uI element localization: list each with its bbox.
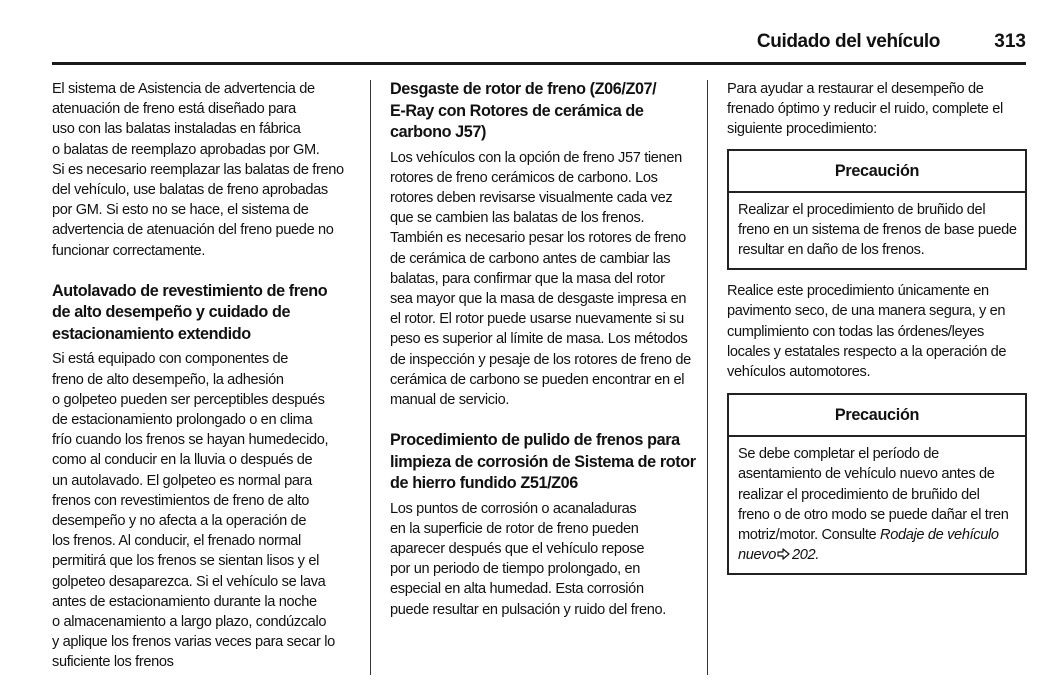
page-reference-arrow-icon <box>777 548 790 560</box>
text-line: manual de servicio. <box>390 391 510 408</box>
text-line: especial en alta humedad. Esta corrosión <box>390 581 644 598</box>
text-line: puede resultar en pulsación y ruido del freno. <box>390 601 666 618</box>
text-line: Si es necesario reemplazar las balatas de freno <box>52 161 344 178</box>
text-line: un autolavado. El golpeteo es normal para <box>52 472 312 489</box>
column-1 <box>52 79 362 673</box>
text-line: por GM. Si esto no se hace, el sistema de <box>52 202 309 219</box>
text-line: atenuación de freno está diseñado para <box>52 101 296 118</box>
text-line: siguiente procedimiento: <box>727 121 877 138</box>
text-line: resultar en daño de los frenos. <box>738 242 925 259</box>
text-line: antes de estacionamiento durante la noche <box>52 593 317 610</box>
heading-line: carbono J57) <box>390 123 486 141</box>
caution-text <box>729 193 1025 269</box>
heading-line: de alto desempeño y cuidado de <box>52 303 291 322</box>
text-line: o balatas de reemplazo aprobadas por GM. <box>52 141 320 158</box>
cross-reference-title[interactable]: Rodaje de vehículo <box>880 527 999 544</box>
text-line: del vehículo, use balatas de freno aprobadas <box>52 182 328 199</box>
text-line: desempeño y no afecta a la operación de <box>52 512 307 529</box>
column-3 <box>727 79 1027 575</box>
text-line: El sistema de Asistencia de advertencia de <box>52 81 315 97</box>
text-line: Los vehículos con la opción de freno J57 tienen <box>390 149 682 166</box>
text-line: frío cuando los frenos se hayan humedecido, <box>52 432 329 449</box>
text-line: de estacionamiento prolongado o en clima <box>52 411 313 428</box>
section-heading <box>52 281 362 346</box>
caution-box <box>727 149 1027 271</box>
text-line: freno en un sistema de frenos de base puede <box>738 221 1017 238</box>
text-line: freno de alto desempeño, la adhesión <box>52 371 284 388</box>
heading-line: estacionamiento extendido <box>52 324 251 343</box>
column-divider <box>370 80 371 675</box>
heading-line: Autolavado de revestimiento de freno <box>52 281 328 300</box>
body-paragraph <box>52 349 362 672</box>
section-title: Cuidado del vehículo <box>756 31 940 52</box>
text-line: o golpeteo pueden ser perceptibles después <box>52 391 325 408</box>
body-paragraph <box>390 148 695 411</box>
text-line: vehículos automotores. <box>727 364 871 381</box>
section-heading <box>390 430 695 495</box>
text-line: Se debe completar el período de <box>738 446 939 463</box>
text-line: o almacenamiento a largo plazo, condúzcalo <box>52 613 327 630</box>
text-line: sea mayor que la masa de desgaste impresa en <box>390 290 687 307</box>
page-number: 313 <box>994 31 1026 52</box>
text-line: por un periodo de tiempo prolongado, en <box>390 561 641 578</box>
text-line: uso con las balatas instaladas en fábrica <box>52 121 301 138</box>
text-line: locales y estatales respecto a la operación de <box>727 343 1007 360</box>
text-line: cumplimiento con todas las órdenes/leyes <box>727 323 984 340</box>
heading-line: limpieza de corrosión de Sistema de rotor <box>390 452 696 471</box>
text-line: Realice este procedimiento únicamente en <box>727 283 989 300</box>
text-line: peso es superior al límite de masa. Los métodos <box>390 331 688 348</box>
text-line: funcionar correctamente. <box>52 242 206 259</box>
body-paragraph <box>727 281 1027 382</box>
cross-reference-title[interactable]: nuevo <box>738 547 777 564</box>
text-line: y aplique los frenos varias veces para secar lo <box>52 634 335 651</box>
text-line: de cerámica de carbono antes de cambiar las <box>390 250 671 267</box>
text-line: freno o de otro modo se puede dañar el tren <box>738 506 1009 523</box>
section-heading <box>390 79 695 144</box>
text-line: Realizar el procedimiento de bruñido del <box>738 201 986 218</box>
text-line: los frenos. Al conducir, el frenado normal <box>52 533 301 550</box>
text-line: Para ayudar a restaurar el desempeño de <box>727 81 984 97</box>
text-line: balatas, para confirmar que la masa del rotor <box>390 270 665 287</box>
header-rule <box>52 62 1026 65</box>
text-line: Los puntos de corrosión o acanaladuras <box>390 500 637 517</box>
text-line: que se cambien las balatas de los frenos. <box>390 210 645 227</box>
text-line: suficiente los frenos <box>52 654 174 671</box>
text-line: También es necesario pesar los rotores de freno <box>390 230 686 247</box>
text-line: asentamiento de vehículo nuevo antes de <box>738 466 995 483</box>
intro-paragraph <box>727 79 1027 140</box>
text-line: advertencia de atenuación del freno puede no <box>52 222 334 239</box>
text-line: golpeteo desaparezca. Si el vehículo se lava <box>52 573 326 590</box>
text-line-part: motriz/motor. Consulte <box>738 527 877 544</box>
text-line: frenado óptimo y reducir el ruido, complete el <box>727 101 1003 118</box>
text-line: el rotor. El rotor puede usarse nuevamente si su <box>390 311 684 328</box>
text-line: Si está equipado con componentes de <box>52 351 289 368</box>
column-divider <box>707 80 708 675</box>
text-line: permitirá que los frenos se sientan lisos y el <box>52 553 319 570</box>
heading-line: E-Ray con Rotores de cerámica de <box>390 101 644 120</box>
text-line: en la superficie de rotor de freno pueden <box>390 520 639 537</box>
text-line: frenos con revestimientos de freno de alto <box>52 492 310 509</box>
text-line: realizar el procedimiento de bruñido del <box>738 486 980 503</box>
caution-text <box>729 437 1025 573</box>
text-line <box>738 545 1016 565</box>
text-line <box>738 525 1016 545</box>
heading-line: de hierro fundido Z51/Z06 <box>390 474 578 493</box>
heading-line: Desgaste de rotor de freno (Z06/Z07/ <box>390 80 657 98</box>
cross-reference-page[interactable]: 202. <box>792 547 820 564</box>
caution-title: Precaución <box>729 395 1025 437</box>
text-line: como al conducir en la lluvia o después de <box>52 452 313 469</box>
caution-box <box>727 393 1027 575</box>
column-2 <box>390 79 695 620</box>
caution-title: Precaución <box>729 151 1025 193</box>
heading-line: Procedimiento de pulido de frenos para <box>390 431 680 450</box>
text-line: pavimento seco, de una manera segura, y en <box>727 303 1006 320</box>
text-line: aparecer después que el vehículo repose <box>390 541 645 558</box>
body-paragraph <box>390 499 695 620</box>
text-line: rotores de freno cerámicos de carbono. Los <box>390 169 658 186</box>
text-line: rotores deben revisarse visualmente cada vez <box>390 189 673 206</box>
text-line: cerámica de carbono se pueden encontrar en el <box>390 371 685 388</box>
text-line: de inspección y pesaje de los rotores de freno de <box>390 351 691 368</box>
intro-paragraph <box>52 79 362 261</box>
